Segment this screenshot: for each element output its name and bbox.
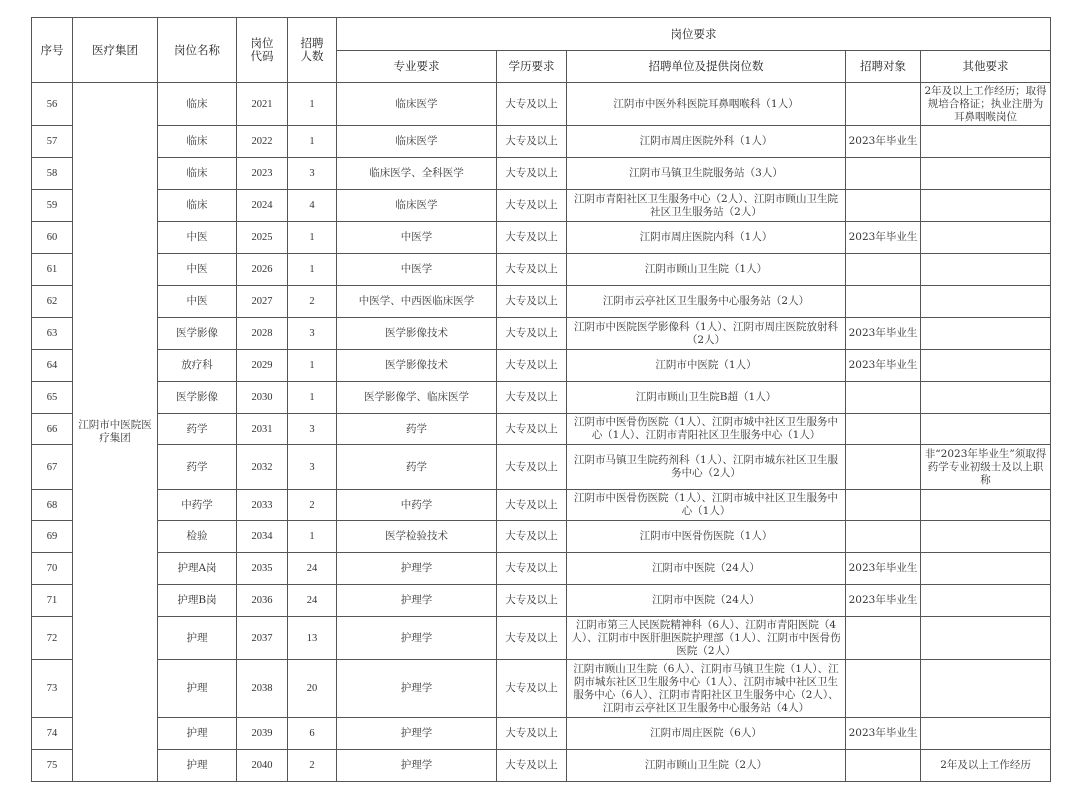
row-education: 大专及以上 bbox=[497, 126, 567, 158]
row-major: 中医学、中西医临床医学 bbox=[337, 286, 497, 318]
row-position: 临床 bbox=[158, 83, 237, 126]
row-units: 江阴市中医骨伤医院（1人）、江阴市城中社区卫生服务中心（1人） bbox=[567, 490, 846, 521]
row-code: 2028 bbox=[237, 318, 288, 350]
row-code: 2040 bbox=[237, 750, 288, 782]
header-other: 其他要求 bbox=[921, 51, 1051, 83]
row-target bbox=[846, 190, 921, 222]
row-position: 中医 bbox=[158, 286, 237, 318]
table-row bbox=[32, 445, 1051, 490]
row-position: 药学 bbox=[158, 414, 237, 445]
row-target: 2023年毕业生 bbox=[846, 222, 921, 254]
row-position: 中药学 bbox=[158, 490, 237, 521]
row-education: 大专及以上 bbox=[497, 318, 567, 350]
row-target: 2023年毕业生 bbox=[846, 585, 921, 617]
row-position: 中医 bbox=[158, 222, 237, 254]
row-education: 大专及以上 bbox=[497, 490, 567, 521]
row-position: 护理 bbox=[158, 718, 237, 750]
row-units: 江阴市青阳社区卫生服务中心（2人）、江阴市顾山卫生院社区卫生服务站（2人） bbox=[567, 190, 846, 222]
row-position: 药学 bbox=[158, 445, 237, 490]
row-target bbox=[846, 660, 921, 718]
row-code: 2024 bbox=[237, 190, 288, 222]
row-code: 2033 bbox=[237, 490, 288, 521]
row-target: 2023年毕业生 bbox=[846, 126, 921, 158]
row-other: 2年及以上工作经历 bbox=[921, 750, 1051, 782]
row-education: 大专及以上 bbox=[497, 585, 567, 617]
table-row bbox=[32, 222, 1051, 254]
table-row bbox=[32, 190, 1051, 222]
row-units: 江阴市中医院（24人） bbox=[567, 553, 846, 585]
row-seq: 56 bbox=[32, 83, 73, 126]
row-education: 大专及以上 bbox=[497, 553, 567, 585]
table-row bbox=[32, 414, 1051, 445]
row-major: 医学影像技术 bbox=[337, 318, 497, 350]
table-row bbox=[32, 553, 1051, 585]
row-education: 大专及以上 bbox=[497, 222, 567, 254]
row-count: 1 bbox=[288, 521, 337, 553]
row-education: 大专及以上 bbox=[497, 660, 567, 718]
table-row bbox=[32, 350, 1051, 382]
row-count: 3 bbox=[288, 158, 337, 190]
row-other bbox=[921, 414, 1051, 445]
row-units: 江阴市周庄医院外科（1人） bbox=[567, 126, 846, 158]
medical-group-cell: 江阴市中医院医疗集团 bbox=[73, 83, 158, 782]
row-major: 护理学 bbox=[337, 617, 497, 660]
row-seq: 66 bbox=[32, 414, 73, 445]
row-position: 护理A岗 bbox=[158, 553, 237, 585]
row-major: 中医学 bbox=[337, 222, 497, 254]
row-code: 2038 bbox=[237, 660, 288, 718]
row-other bbox=[921, 126, 1051, 158]
row-position: 检验 bbox=[158, 521, 237, 553]
row-code: 2022 bbox=[237, 126, 288, 158]
row-code: 2035 bbox=[237, 553, 288, 585]
row-count: 2 bbox=[288, 490, 337, 521]
row-target bbox=[846, 158, 921, 190]
table-row bbox=[32, 750, 1051, 782]
row-count: 1 bbox=[288, 382, 337, 414]
row-other bbox=[921, 254, 1051, 286]
row-code: 2025 bbox=[237, 222, 288, 254]
row-seq: 75 bbox=[32, 750, 73, 782]
row-education: 大专及以上 bbox=[497, 414, 567, 445]
row-major: 临床医学 bbox=[337, 190, 497, 222]
table-row bbox=[32, 286, 1051, 318]
row-education: 大专及以上 bbox=[497, 350, 567, 382]
row-target bbox=[846, 617, 921, 660]
row-major: 医学影像学、临床医学 bbox=[337, 382, 497, 414]
table-row bbox=[32, 83, 1051, 126]
row-target: 2023年毕业生 bbox=[846, 350, 921, 382]
row-count: 6 bbox=[288, 718, 337, 750]
row-count: 3 bbox=[288, 445, 337, 490]
table-row bbox=[32, 158, 1051, 190]
row-other bbox=[921, 158, 1051, 190]
row-major: 护理学 bbox=[337, 750, 497, 782]
row-count: 2 bbox=[288, 286, 337, 318]
row-other bbox=[921, 286, 1051, 318]
row-seq: 62 bbox=[32, 286, 73, 318]
header-position: 岗位名称 bbox=[158, 18, 237, 83]
row-target: 2023年毕业生 bbox=[846, 318, 921, 350]
row-code: 2029 bbox=[237, 350, 288, 382]
row-target bbox=[846, 521, 921, 553]
row-units: 江阴市顾山卫生院（2人） bbox=[567, 750, 846, 782]
row-seq: 61 bbox=[32, 254, 73, 286]
row-position: 放疗科 bbox=[158, 350, 237, 382]
row-education: 大专及以上 bbox=[497, 158, 567, 190]
row-position: 临床 bbox=[158, 190, 237, 222]
row-other bbox=[921, 553, 1051, 585]
table-row bbox=[32, 318, 1051, 350]
row-target bbox=[846, 445, 921, 490]
row-code: 2027 bbox=[237, 286, 288, 318]
row-units: 江阴市马镇卫生院服务站（3人） bbox=[567, 158, 846, 190]
table-row bbox=[32, 718, 1051, 750]
table-row bbox=[32, 660, 1051, 718]
row-seq: 69 bbox=[32, 521, 73, 553]
row-position: 护理 bbox=[158, 750, 237, 782]
row-position: 护理B岗 bbox=[158, 585, 237, 617]
row-units: 江阴市周庄医院内科（1人） bbox=[567, 222, 846, 254]
table-header bbox=[32, 18, 1051, 83]
row-other bbox=[921, 521, 1051, 553]
row-seq: 73 bbox=[32, 660, 73, 718]
row-units: 江阴市中医骨伤医院（1人） bbox=[567, 521, 846, 553]
table-row bbox=[32, 585, 1051, 617]
row-education: 大专及以上 bbox=[497, 254, 567, 286]
row-seq: 65 bbox=[32, 382, 73, 414]
table-row bbox=[32, 382, 1051, 414]
row-seq: 60 bbox=[32, 222, 73, 254]
row-education: 大专及以上 bbox=[497, 445, 567, 490]
row-position: 医学影像 bbox=[158, 318, 237, 350]
header-units: 招聘单位及提供岗位数 bbox=[567, 51, 846, 83]
row-seq: 64 bbox=[32, 350, 73, 382]
header-group: 医疗集团 bbox=[73, 18, 158, 83]
row-count: 4 bbox=[288, 190, 337, 222]
row-major: 临床医学、全科医学 bbox=[337, 158, 497, 190]
row-education: 大专及以上 bbox=[497, 190, 567, 222]
row-count: 1 bbox=[288, 126, 337, 158]
row-seq: 68 bbox=[32, 490, 73, 521]
table-row bbox=[32, 126, 1051, 158]
row-major: 护理学 bbox=[337, 660, 497, 718]
row-position: 医学影像 bbox=[158, 382, 237, 414]
row-seq: 57 bbox=[32, 126, 73, 158]
row-count: 1 bbox=[288, 83, 337, 126]
row-other: 非“2023年毕业生”须取得药学专业初级士及以上职称 bbox=[921, 445, 1051, 490]
row-other bbox=[921, 222, 1051, 254]
row-other bbox=[921, 718, 1051, 750]
row-seq: 63 bbox=[32, 318, 73, 350]
row-code: 2031 bbox=[237, 414, 288, 445]
row-code: 2039 bbox=[237, 718, 288, 750]
row-education: 大专及以上 bbox=[497, 521, 567, 553]
row-other bbox=[921, 318, 1051, 350]
row-position: 临床 bbox=[158, 158, 237, 190]
header-count: 招聘人数 bbox=[288, 18, 337, 83]
table-body bbox=[32, 83, 1051, 782]
row-count: 1 bbox=[288, 350, 337, 382]
row-major: 临床医学 bbox=[337, 126, 497, 158]
row-target: 2023年毕业生 bbox=[846, 718, 921, 750]
header-major: 专业要求 bbox=[337, 51, 497, 83]
row-count: 24 bbox=[288, 585, 337, 617]
row-code: 2023 bbox=[237, 158, 288, 190]
row-units: 江阴市中医外科医院耳鼻咽喉科（1人） bbox=[567, 83, 846, 126]
row-position: 护理 bbox=[158, 660, 237, 718]
row-target bbox=[846, 254, 921, 286]
row-count: 13 bbox=[288, 617, 337, 660]
row-education: 大专及以上 bbox=[497, 286, 567, 318]
row-target bbox=[846, 83, 921, 126]
row-units: 江阴市云亭社区卫生服务中心服务站（2人） bbox=[567, 286, 846, 318]
row-code: 2036 bbox=[237, 585, 288, 617]
row-count: 24 bbox=[288, 553, 337, 585]
row-units: 江阴市顾山卫生院（6人）、江阴市马镇卫生院（1人）、江阴市城东社区卫生服务中心（1人）、江阴市城中社区卫生服务中心（6人）、江阴市青阳社区卫生服务中心（2人）、江阴市云亭社区卫生服务中心服务站（4人） bbox=[567, 660, 846, 718]
row-other bbox=[921, 617, 1051, 660]
row-code: 2021 bbox=[237, 83, 288, 126]
row-major: 中医学 bbox=[337, 254, 497, 286]
row-other: 2年及以上工作经历；取得规培合格证；执业注册为耳鼻咽喉岗位 bbox=[921, 83, 1051, 126]
header-seq: 序号 bbox=[32, 18, 73, 83]
row-code: 2026 bbox=[237, 254, 288, 286]
row-target bbox=[846, 286, 921, 318]
row-seq: 74 bbox=[32, 718, 73, 750]
row-education: 大专及以上 bbox=[497, 382, 567, 414]
header-target: 招聘对象 bbox=[846, 51, 921, 83]
row-major: 中药学 bbox=[337, 490, 497, 521]
row-other bbox=[921, 585, 1051, 617]
row-count: 1 bbox=[288, 254, 337, 286]
row-seq: 58 bbox=[32, 158, 73, 190]
row-seq: 70 bbox=[32, 553, 73, 585]
row-education: 大专及以上 bbox=[497, 750, 567, 782]
row-count: 2 bbox=[288, 750, 337, 782]
row-other bbox=[921, 190, 1051, 222]
row-other bbox=[921, 382, 1051, 414]
row-other bbox=[921, 350, 1051, 382]
row-units: 江阴市中医院（24人） bbox=[567, 585, 846, 617]
table-row bbox=[32, 490, 1051, 521]
row-position: 中医 bbox=[158, 254, 237, 286]
row-target bbox=[846, 750, 921, 782]
row-education: 大专及以上 bbox=[497, 83, 567, 126]
row-code: 2030 bbox=[237, 382, 288, 414]
row-education: 大专及以上 bbox=[497, 617, 567, 660]
row-units: 江阴市顾山卫生院（1人） bbox=[567, 254, 846, 286]
row-count: 3 bbox=[288, 414, 337, 445]
row-seq: 67 bbox=[32, 445, 73, 490]
header-code: 岗位代码 bbox=[237, 18, 288, 83]
header-education: 学历要求 bbox=[497, 51, 567, 83]
table-row bbox=[32, 617, 1051, 660]
row-count: 1 bbox=[288, 222, 337, 254]
row-position: 临床 bbox=[158, 126, 237, 158]
row-major: 护理学 bbox=[337, 585, 497, 617]
row-target bbox=[846, 490, 921, 521]
row-units: 江阴市中医院医学影像科（1人）、江阴市周庄医院放射科（2人） bbox=[567, 318, 846, 350]
row-seq: 59 bbox=[32, 190, 73, 222]
row-other bbox=[921, 490, 1051, 521]
row-units: 江阴市周庄医院（6人） bbox=[567, 718, 846, 750]
row-major: 医学检验技术 bbox=[337, 521, 497, 553]
row-other bbox=[921, 660, 1051, 718]
row-code: 2032 bbox=[237, 445, 288, 490]
row-units: 江阴市马镇卫生院药剂科（1人）、江阴市城东社区卫生服务中心（2人） bbox=[567, 445, 846, 490]
table-row bbox=[32, 521, 1051, 553]
row-major: 护理学 bbox=[337, 553, 497, 585]
row-major: 临床医学 bbox=[337, 83, 497, 126]
row-code: 2037 bbox=[237, 617, 288, 660]
table-row bbox=[32, 254, 1051, 286]
row-major: 护理学 bbox=[337, 718, 497, 750]
row-units: 江阴市顾山卫生院B超（1人） bbox=[567, 382, 846, 414]
row-count: 20 bbox=[288, 660, 337, 718]
recruitment-table bbox=[31, 17, 1051, 782]
row-major: 医学影像技术 bbox=[337, 350, 497, 382]
row-major: 药学 bbox=[337, 445, 497, 490]
row-major: 药学 bbox=[337, 414, 497, 445]
row-education: 大专及以上 bbox=[497, 718, 567, 750]
row-seq: 71 bbox=[32, 585, 73, 617]
row-position: 护理 bbox=[158, 617, 237, 660]
header-requirements: 岗位要求 bbox=[337, 18, 1051, 51]
row-code: 2034 bbox=[237, 521, 288, 553]
row-units: 江阴市中医骨伤医院（1人）、江阴市城中社区卫生服务中心（1人）、江阴市青阳社区卫生服务中心（1人） bbox=[567, 414, 846, 445]
row-seq: 72 bbox=[32, 617, 73, 660]
row-target: 2023年毕业生 bbox=[846, 553, 921, 585]
row-units: 江阴市中医院（1人） bbox=[567, 350, 846, 382]
row-count: 3 bbox=[288, 318, 337, 350]
row-target bbox=[846, 414, 921, 445]
row-units: 江阴市第三人民医院精神科（6人）、江阴市青阳医院（4人）、江阴市中医肝胆医院护理部（1人）、江阴市中医骨伤医院（2人） bbox=[567, 617, 846, 660]
row-target bbox=[846, 382, 921, 414]
